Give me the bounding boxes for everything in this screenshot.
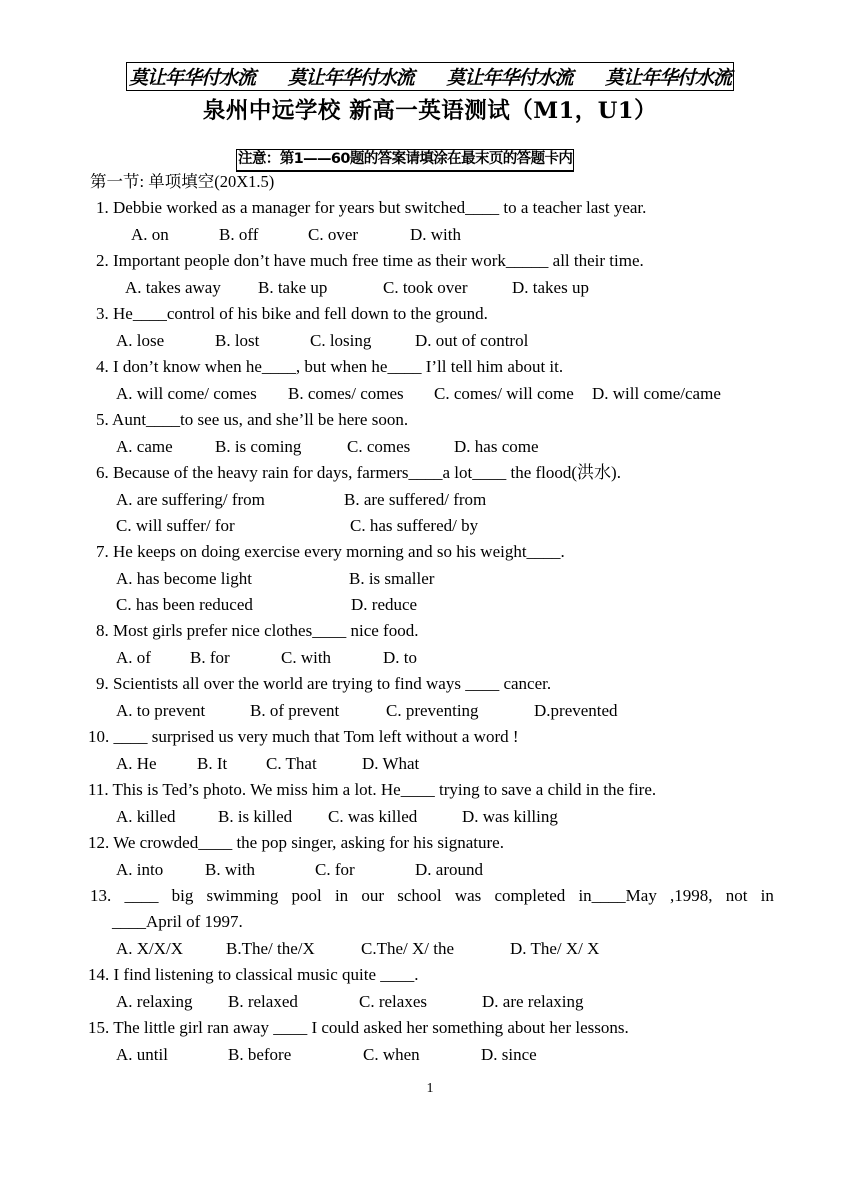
answer-option: C. preventing	[386, 700, 479, 720]
answer-option: B. comes/ comes	[288, 383, 404, 403]
answer-option: D. with	[410, 224, 461, 244]
page-title: 泉州中远学校 新高一英语测试（M1，U1）	[202, 98, 658, 124]
motto-banner	[126, 62, 734, 91]
answer-option: D. will come/came	[592, 383, 721, 403]
answer-option: B. are suffered/ from	[344, 489, 487, 509]
answer-option: D. The/ X/ X	[510, 938, 600, 958]
answer-option: A. will come/ comes	[116, 383, 257, 403]
question-stem: 1. Debbie worked as a manager for years but switched____ to a teacher last year.	[96, 198, 647, 217]
answer-option: A. of	[116, 647, 151, 667]
answer-option: C. when	[363, 1044, 420, 1064]
answer-option: C. has been reduced	[116, 595, 253, 614]
answer-option: D. out of control	[415, 330, 529, 350]
question-stem: 12. We crowded____ the pop singer, asking for his signature.	[88, 833, 504, 852]
answer-option: A. to prevent	[116, 700, 206, 720]
motto-text: 莫让年华付水流	[129, 67, 256, 89]
answer-option: D. around	[415, 859, 483, 879]
question-stem: 15. The little girl ran away ____ I could asked her something about her lessons.	[88, 1018, 629, 1037]
answer-option: A. He	[116, 753, 157, 773]
answer-option: D. reduce	[351, 595, 418, 614]
stem-word: big	[171, 886, 194, 905]
answer-option: C. was killed	[328, 806, 418, 826]
question-stem: 8. Most girls prefer nice clothes____ nice food.	[96, 621, 419, 640]
stem-word: in	[760, 886, 774, 905]
motto-text: 莫让年华付水流	[604, 67, 731, 89]
answer-option: B. relaxed	[228, 991, 298, 1011]
question-stem: 5. Aunt____to see us, and she’ll be here soon.	[96, 410, 409, 429]
question-stem: 10. ____ surprised us very much that Tom left without a word !	[88, 727, 519, 746]
answer-option: C. will suffer/ for	[116, 516, 235, 535]
answer-option: B. with	[205, 859, 256, 879]
answer-option: B. off	[219, 224, 259, 244]
answer-option: A. lose	[116, 330, 165, 350]
answer-option: A. came	[116, 436, 173, 456]
answer-option: D. since	[481, 1044, 537, 1064]
answer-option: D. What	[362, 753, 420, 773]
motto-text: 莫让年华付水流	[287, 67, 414, 89]
answer-option: C. has suffered/ by	[350, 516, 479, 535]
answer-option: C. losing	[310, 330, 372, 350]
stem-word: ____	[124, 886, 159, 905]
answer-option: A. until	[116, 1044, 168, 1064]
stem-word: pool	[291, 886, 322, 905]
answer-option: A. killed	[116, 806, 176, 826]
answer-option: B. of prevent	[250, 700, 340, 720]
question-stem: 2. Important people don’t have much free time as their work_____ all their time.	[96, 251, 644, 270]
answer-option: D. to	[383, 647, 417, 667]
answer-option: C. comes/ will come	[434, 383, 574, 403]
answer-option: B. is smaller	[349, 568, 435, 588]
answer-option: A. X/X/X	[116, 938, 184, 958]
answer-option: C. That	[266, 753, 317, 773]
answer-option: D. are relaxing	[482, 991, 584, 1011]
answer-option: B. is killed	[218, 806, 293, 826]
question-stem-continuation: ____April of 1997.	[112, 912, 243, 931]
answer-option: D.prevented	[534, 700, 618, 720]
question-stem: 6. Because of the heavy rain for days, farmers____a lot____ the flood(洪水).	[96, 463, 621, 482]
question-stem: 11. This is Ted’s photo. We miss him a lot. He____ trying to save a child in the fire.	[88, 780, 657, 799]
answer-option: B. is coming	[215, 436, 302, 456]
answer-option: C. relaxes	[359, 991, 427, 1011]
answer-option: A. into	[116, 859, 164, 879]
stem-word: our	[361, 886, 385, 905]
stem-word: not	[725, 886, 748, 905]
answer-option: C. with	[281, 647, 332, 667]
stem-word: school	[397, 886, 442, 905]
answer-option: C. for	[315, 859, 355, 879]
question-stem: 4. I don’t know when he____, but when he____ I’ll tell him about it.	[96, 357, 564, 376]
stem-word: completed	[494, 886, 566, 905]
answer-option: D. takes up	[512, 277, 589, 297]
stem-word: in____May	[578, 886, 657, 905]
answer-option: C. took over	[383, 277, 468, 297]
page-number: 1	[426, 1081, 434, 1096]
answer-option: B. lost	[215, 330, 260, 350]
motto-text: 莫让年华付水流	[446, 67, 573, 89]
answer-option: D. has come	[454, 436, 539, 456]
stem-word: in	[334, 886, 349, 905]
question-stem: 9. Scientists all over the world are trying to find ways ____ cancer.	[96, 674, 552, 693]
question-stem: 14. I find listening to classical music quite ____.	[88, 965, 419, 984]
answer-option: A. are suffering/ from	[116, 489, 265, 509]
answer-option: C. over	[308, 224, 359, 244]
stem-word: 13.	[90, 886, 112, 905]
question-stem	[90, 885, 774, 907]
stem-word: was	[454, 886, 482, 905]
answer-option: D. was killing	[462, 806, 558, 826]
section-heading: 第一节: 单项填空(20X1.5)	[90, 172, 275, 191]
answer-notice: 注意：第1——60题的答案请填涂在最末页的答题卡内	[236, 149, 574, 172]
answer-option: B. It	[197, 753, 228, 773]
answer-option: A. on	[131, 224, 169, 244]
answer-option: C.The/ X/ the	[361, 938, 455, 958]
answer-option: A. has become light	[116, 568, 252, 588]
question-stem: 3. He____control of his bike and fell down to the ground.	[96, 304, 488, 323]
answer-option: B. before	[228, 1044, 292, 1064]
stem-word: ,1998,	[670, 886, 713, 905]
answer-option: B. for	[190, 647, 230, 667]
answer-option: A. relaxing	[116, 991, 193, 1011]
answer-option: C. comes	[347, 436, 411, 456]
answer-option: B. take up	[258, 277, 328, 297]
stem-word: swimming	[206, 886, 279, 905]
answer-option: A. takes away	[125, 277, 221, 297]
question-stem: 7. He keeps on doing exercise every morning and so his weight____.	[96, 542, 565, 561]
answer-option: B.The/ the/X	[226, 938, 315, 958]
